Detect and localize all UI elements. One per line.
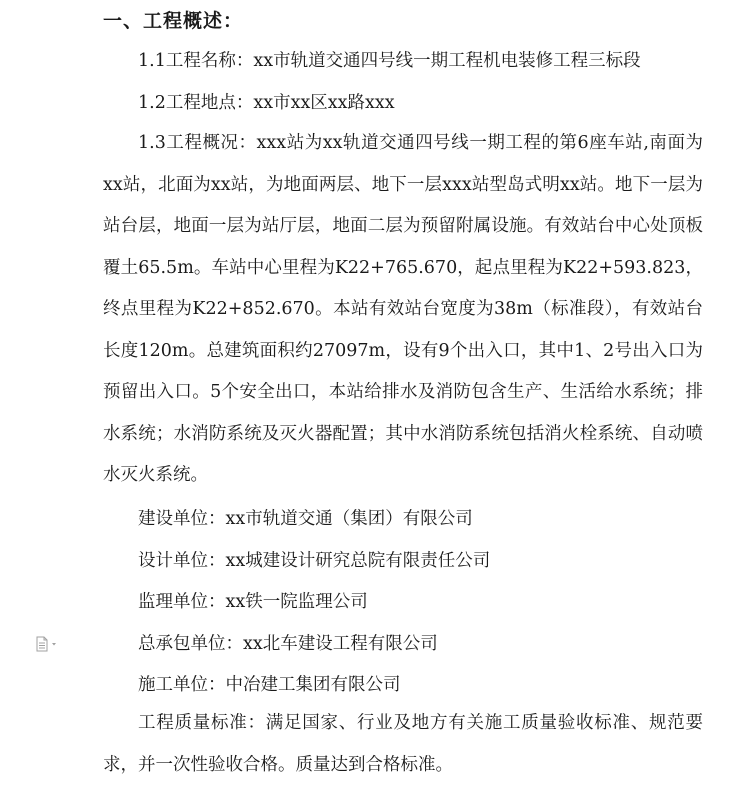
project-overview-paragraph: 1.3工程概况：xxx站为xx轨道交通四号线一期工程的第6座车站,南面为xx站，北面为xx站，为地面两层、地下一层xxx站型岛式明xx站。地下一层为站台层，地面一层为站厅层，地面二层为预留附属设施。有效站台中心处顶板覆土65.5m。车站中心里程为K22+765.670，起点里程为K22+593.823，终点里程为K22+852.670。本站有效站台宽度为38m（标准段），有效站台长度120m。总建筑面积约27097m，设有9个出入口，其中1、2号出入口为预留出入口。5个安全出口，本站给排水及消防包含生产、生活给水系统；排水系统；水消防系统及灭火器配置；其中水消防系统包括消火栓系统、自动喷水灭火系统。: [103, 133, 703, 485]
project-name-line: 1.1工程名称：xx市轨道交通四号线一期工程机电装修工程三标段: [138, 51, 641, 71]
general-contractor-line: 总承包单位：xx北车建设工程有限公司: [138, 634, 438, 654]
contractor-line: 施工单位：中冶建工集团有限公司: [138, 675, 401, 695]
construction-unit-line: 建设单位：xx市轨道交通（集团）有限公司: [138, 509, 473, 529]
document-options-icon[interactable]: [36, 636, 64, 652]
design-unit-line: 设计单位：xx城建设计研究总院有限责任公司: [138, 551, 491, 571]
section-heading: 一、工程概述：: [103, 10, 244, 32]
quality-standard-paragraph: 工程质量标准：满足国家、行业及地方有关施工质量验收标准、规范要求，并一次性验收合格。质量达到合格标准。: [103, 713, 703, 775]
supervision-unit-line: 监理单位：xx铁一院监理公司: [138, 592, 368, 612]
project-location-line: 1.2工程地点：xx市xx区xx路xxx: [138, 93, 395, 113]
